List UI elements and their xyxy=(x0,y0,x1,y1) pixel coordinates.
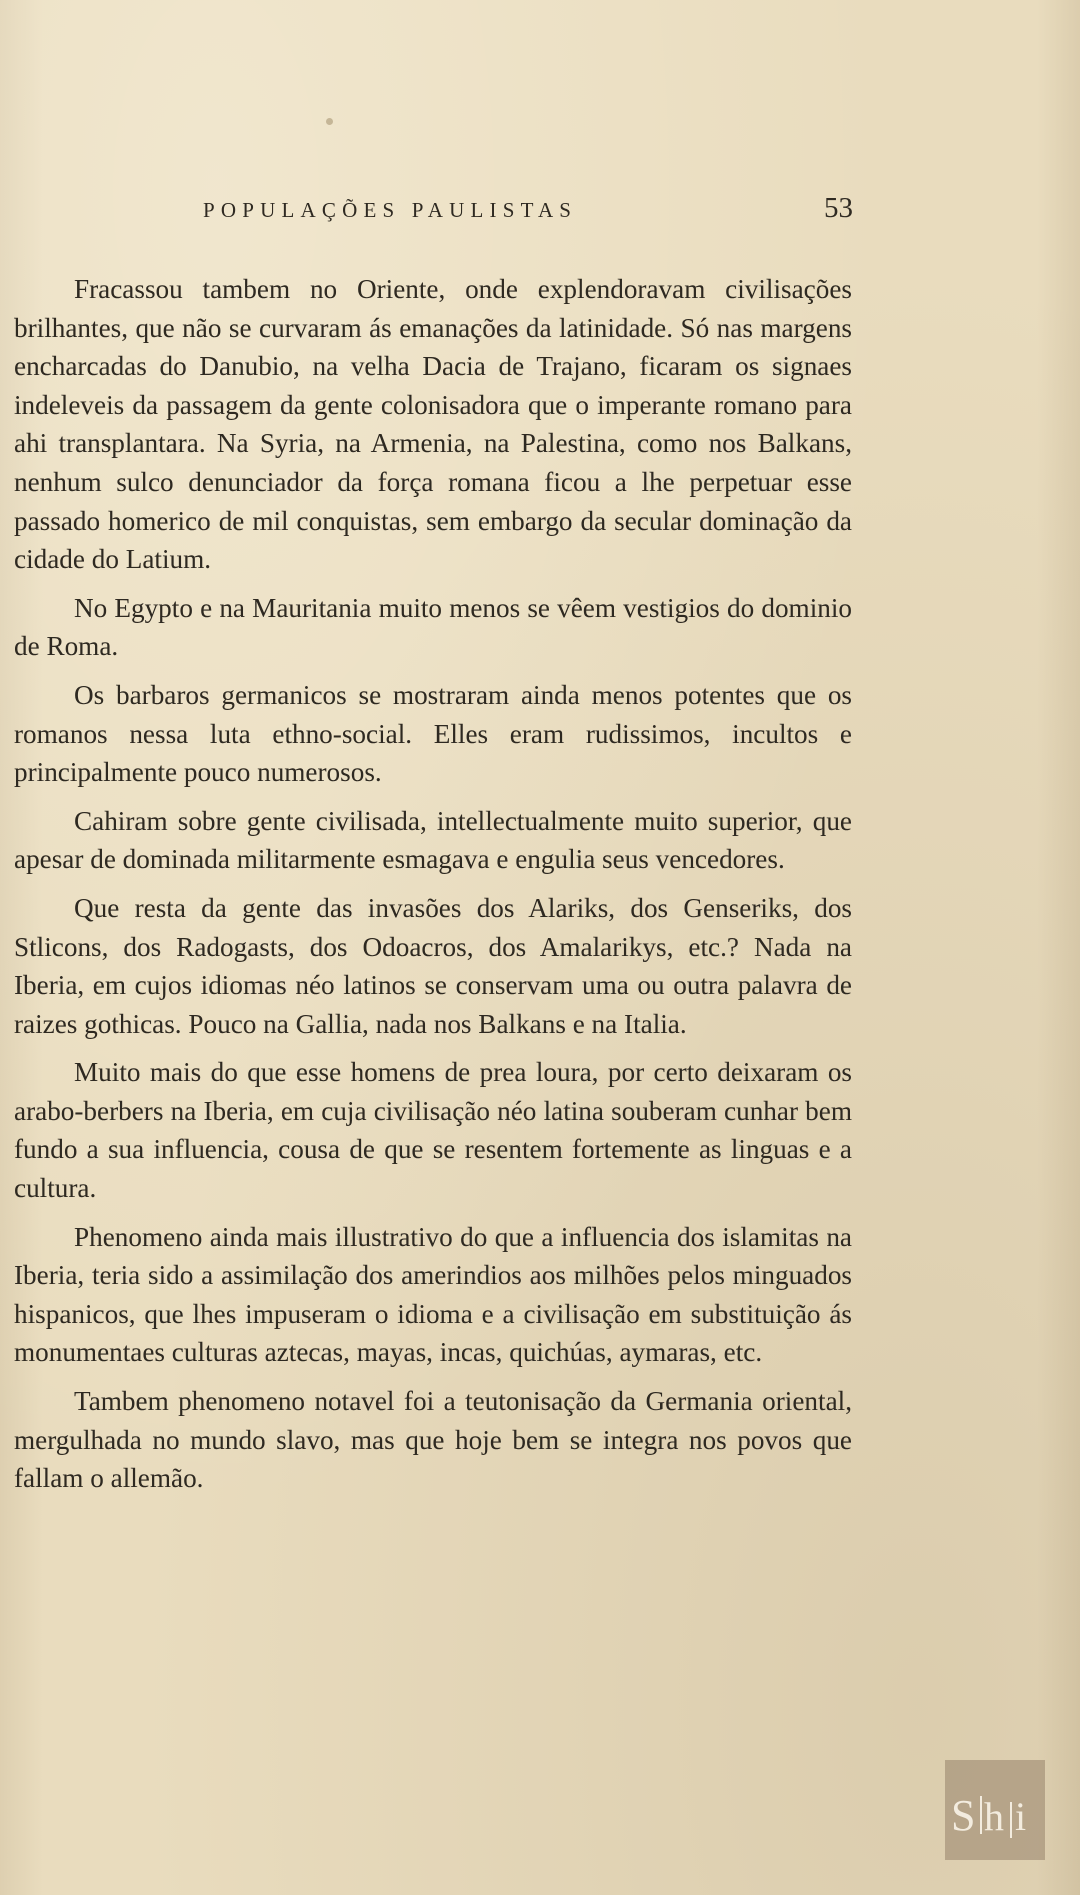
paragraph: No Egypto e na Mauritania muito menos se vêem vestigios do dominio de Roma. xyxy=(14,592,852,662)
library-logo-icon xyxy=(945,1760,1045,1860)
svg-text:h: h xyxy=(984,1794,1004,1839)
page-header xyxy=(203,192,853,232)
svg-text:i: i xyxy=(1015,1794,1027,1839)
paragraph: Tambem phenomeno notavel foi a teutonisação da Germania oriental, mergulhada no mundo slavo, mas que hoje bem se integra nos povos que fallam o allemão. xyxy=(14,1386,852,1494)
paragraph: Muito mais do que esse homens de prea loura, por certo deixaram os arabo-berbers na Iberia, em cuja civilisação néo latina souberam cunhar bem fundo a sua influencia, cousa de que se resentem fortemente as linguas e a cultura. xyxy=(14,1057,852,1204)
paragraph: Phenomeno ainda mais illustrativo do que a influencia dos islamitas na Iberia, teria sido a assimilação dos amerindios aos milhões pelos minguados hispanicos, que lhes impuseram o idioma e a civilisação em substituição ás monumentaes culturas aztecas, mayas, incas, quichúas, aymaras, etc. xyxy=(14,1221,852,1368)
body-text xyxy=(14,270,852,1508)
paragraph: Cahiram sobre gente civilisada, intellectualmente muito superior, que apesar de dominada militarmente esmagava e engulia seus vencedores. xyxy=(14,805,852,875)
paragraph: Fracassou tambem no Oriente, onde explendoravam civilisações brilhantes, que não se curvaram ás emanações da latinidade. Só nas margens encharcadas do Danubio, na velha Dacia de Trajano, ficaram os signaes indeleveis da passagem da gente colonisadora que o imperante romano para ahi transplantara. Na Syria, na Armenia, na Palestina, como nos Balkans, nenhum sulco denunciador da força romana ficou a lhe perpetuar esse passado homerico de mil conquistas, sem embargo da secular dominação da cidade do Latium. xyxy=(14,274,852,575)
running-title: POPULAÇÕES PAULISTAS xyxy=(203,198,578,222)
svg-text:S: S xyxy=(951,1791,976,1840)
paper-speck xyxy=(326,118,333,125)
page-number: 53 xyxy=(824,192,853,224)
library-logo-graphic xyxy=(945,1760,1045,1860)
paragraph: Os barbaros germanicos se mostraram ainda menos potentes que os romanos nessa luta ethno-social. Elles eram rudissimos, incultos e principalmente pouco numerosos. xyxy=(14,679,852,788)
paragraph: Que resta da gente das invasões dos Alariks, dos Genseriks, dos Stlicons, dos Radogasts, dos Odoacros, dos Amalarikys, etc.? Nada na Iberia, em cujos idiomas néo latinos se conservam uma ou outra palavra de raizes gothicas. Pouco na Gallia, nada nos Balkans e na Italia. xyxy=(14,892,852,1039)
